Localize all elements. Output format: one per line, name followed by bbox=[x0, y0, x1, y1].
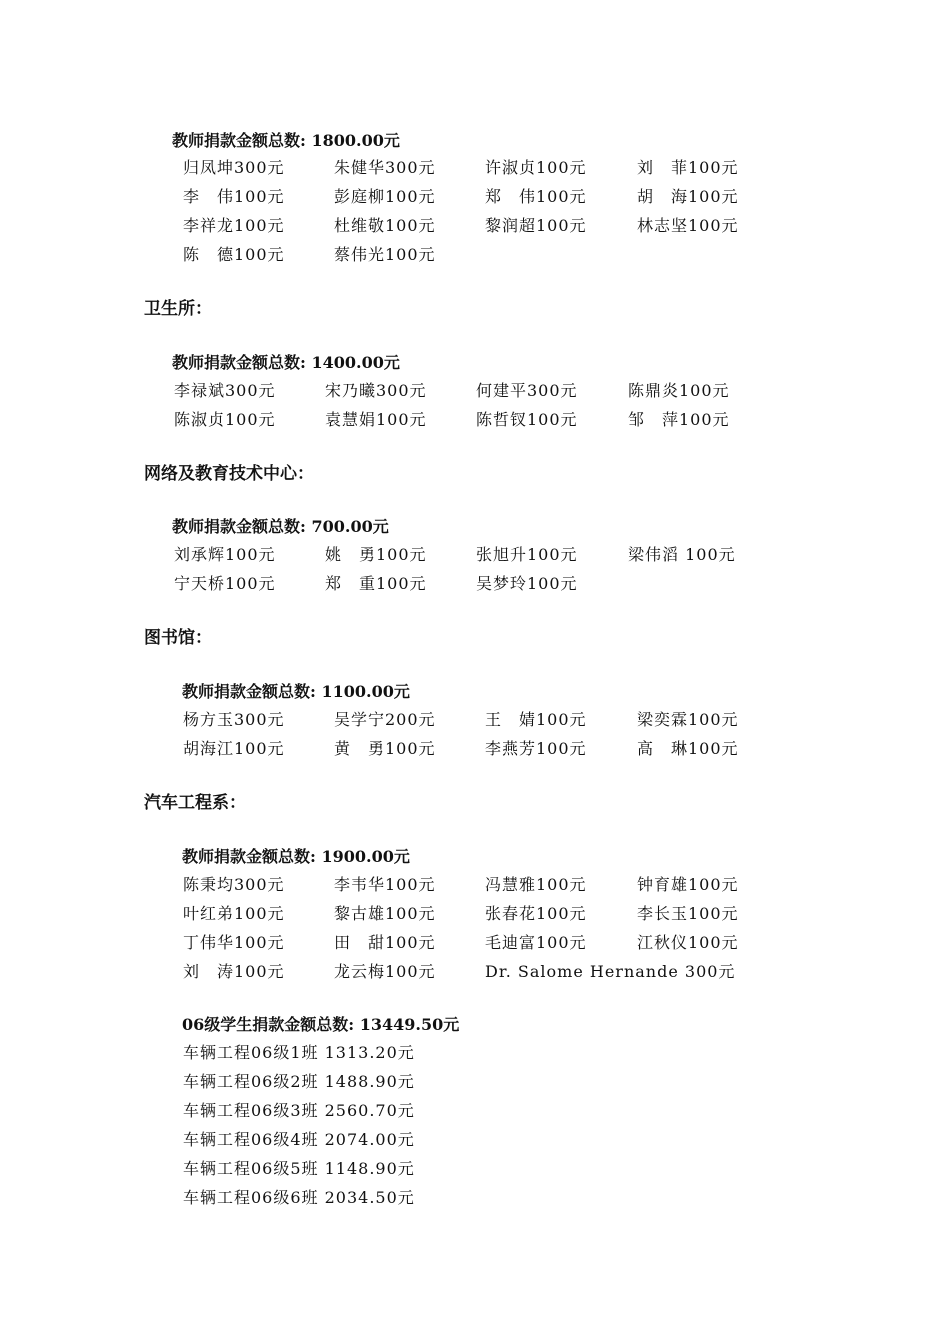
donor-entry: 黎古雄100元 bbox=[334, 904, 436, 923]
donor-entry: 宁天桥100元 bbox=[174, 574, 276, 593]
donor-entry: 刘 菲100元 bbox=[637, 158, 739, 177]
donor-entry: 陈 德100元 bbox=[183, 245, 285, 264]
donor-entry: 江秋仪100元 bbox=[637, 933, 739, 952]
donor-entry: 姚 勇100元 bbox=[325, 545, 427, 564]
donor-entry: 吴学宁200元 bbox=[334, 710, 436, 729]
donor-entry: 蔡伟光100元 bbox=[334, 245, 436, 264]
donor-entry: 胡 海100元 bbox=[637, 187, 739, 206]
donor-entry: 朱健华300元 bbox=[334, 158, 436, 177]
donor-entry: 刘 涛100元 bbox=[183, 962, 285, 981]
class-donation-line: 车辆工程06级4班 2074.00元 bbox=[183, 1130, 415, 1149]
donor-entry: 梁伟滔 100元 bbox=[628, 545, 736, 564]
donor-entry: 冯慧雅100元 bbox=[485, 875, 587, 894]
donor-entry: 陈鼎炎100元 bbox=[628, 381, 730, 400]
department-heading: 网络及教育技术中心： bbox=[144, 464, 314, 484]
donor-entry: 林志坚100元 bbox=[637, 216, 739, 235]
donor-entry: 李祥龙100元 bbox=[183, 216, 285, 235]
donor-entry: 王 婧100元 bbox=[485, 710, 587, 729]
donor-entry: 陈秉均300元 bbox=[183, 875, 285, 894]
donor-entry: 胡海江100元 bbox=[183, 739, 285, 758]
donor-entry: 丁伟华100元 bbox=[183, 933, 285, 952]
teacher-total: 教师捐款金额总数: 1100.00元 bbox=[182, 682, 410, 701]
donor-entry: 李长玉100元 bbox=[637, 904, 739, 923]
class-donation-line: 车辆工程06级5班 1148.90元 bbox=[183, 1159, 415, 1178]
class-donation-line: 车辆工程06级3班 2560.70元 bbox=[183, 1101, 415, 1120]
teacher-total: 教师捐款金额总数: 700.00元 bbox=[172, 517, 389, 536]
donor-entry: Dr. Salome Hernande 300元 bbox=[485, 962, 736, 981]
student-total: 06级学生捐款金额总数: 13449.50元 bbox=[182, 1015, 460, 1034]
donor-entry: 钟育雄100元 bbox=[637, 875, 739, 894]
donor-entry: 田 甜100元 bbox=[334, 933, 436, 952]
donor-entry: 袁慧娟100元 bbox=[325, 410, 427, 429]
donor-entry: 毛迪富100元 bbox=[485, 933, 587, 952]
donor-entry: 龙云梅100元 bbox=[334, 962, 436, 981]
donor-entry: 宋乃曦300元 bbox=[325, 381, 427, 400]
donor-entry: 张春花100元 bbox=[485, 904, 587, 923]
donor-entry: 高 琳100元 bbox=[637, 739, 739, 758]
donor-entry: 李燕芳100元 bbox=[485, 739, 587, 758]
donor-entry: 归凤坤300元 bbox=[183, 158, 285, 177]
donor-entry: 刘承辉100元 bbox=[174, 545, 276, 564]
teacher-total: 教师捐款金额总数: 1900.00元 bbox=[182, 847, 410, 866]
donor-entry: 梁奕霖100元 bbox=[637, 710, 739, 729]
department-heading: 图书馆： bbox=[144, 628, 212, 648]
donor-entry: 李韦华100元 bbox=[334, 875, 436, 894]
donor-entry: 张旭升100元 bbox=[476, 545, 578, 564]
donor-entry: 郑 伟100元 bbox=[485, 187, 587, 206]
class-donation-line: 车辆工程06级1班 1313.20元 bbox=[183, 1043, 415, 1062]
donor-entry: 杜维敬100元 bbox=[334, 216, 436, 235]
donor-entry: 彭庭柳100元 bbox=[334, 187, 436, 206]
donor-entry: 陈哲钗100元 bbox=[476, 410, 578, 429]
donor-entry: 杨方玉300元 bbox=[183, 710, 285, 729]
donor-entry: 吴梦玲100元 bbox=[476, 574, 578, 593]
donor-entry: 叶红弟100元 bbox=[183, 904, 285, 923]
teacher-total: 教师捐款金额总数: 1400.00元 bbox=[172, 353, 400, 372]
donor-entry: 邹 萍100元 bbox=[628, 410, 730, 429]
class-donation-line: 车辆工程06级6班 2034.50元 bbox=[183, 1188, 415, 1207]
donor-entry: 李 伟100元 bbox=[183, 187, 285, 206]
donor-entry: 黄 勇100元 bbox=[334, 739, 436, 758]
class-donation-line: 车辆工程06级2班 1488.90元 bbox=[183, 1072, 415, 1091]
donor-entry: 许淑贞100元 bbox=[485, 158, 587, 177]
donor-entry: 李禄斌300元 bbox=[174, 381, 276, 400]
donor-entry: 黎润超100元 bbox=[485, 216, 587, 235]
department-heading: 卫生所： bbox=[144, 299, 212, 319]
donor-entry: 陈淑贞100元 bbox=[174, 410, 276, 429]
donor-entry: 郑 重100元 bbox=[325, 574, 427, 593]
teacher-total: 教师捐款金额总数: 1800.00元 bbox=[172, 131, 400, 150]
department-heading: 汽车工程系： bbox=[144, 793, 246, 813]
donor-entry: 何建平300元 bbox=[476, 381, 578, 400]
